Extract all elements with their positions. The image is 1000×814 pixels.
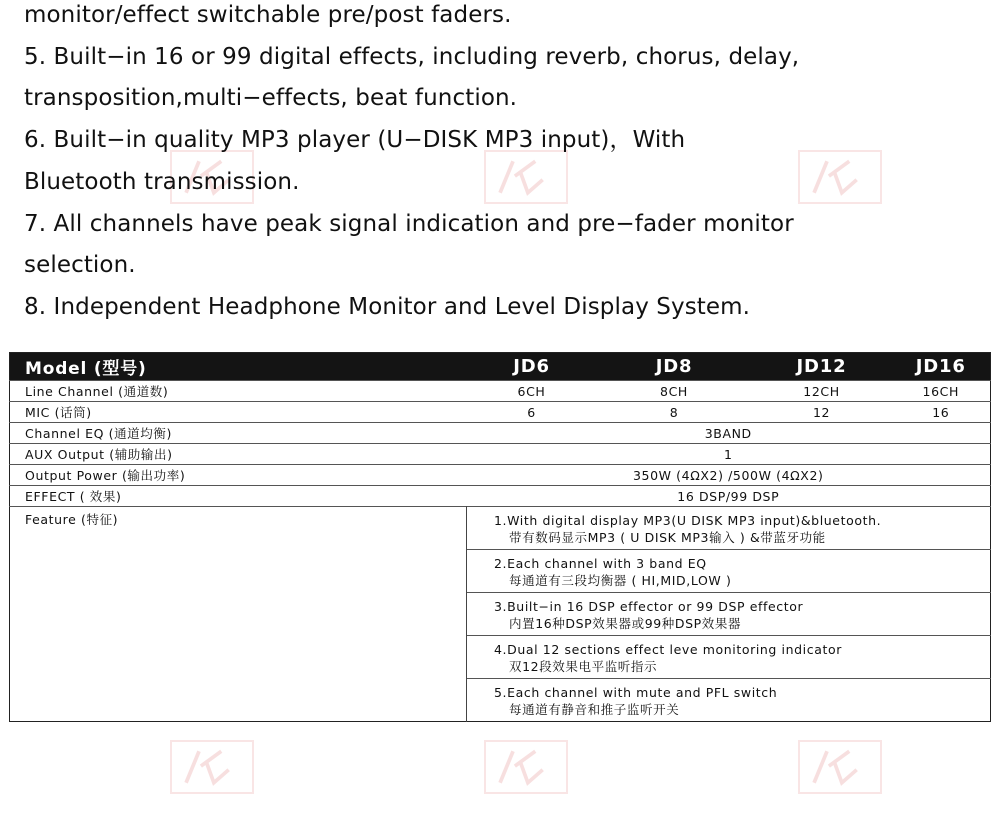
watermark-logo	[170, 740, 254, 794]
cell: 16	[892, 402, 991, 423]
cell: 16CH	[892, 381, 991, 402]
feature-en: 4.Dual 12 sections effect leve monitoring indicator	[494, 642, 842, 657]
model-header: Model (型号)	[10, 353, 467, 381]
feature-cn: 双12段效果电平监听指示	[509, 659, 658, 674]
feature-list	[24, 0, 984, 329]
feature-line: Bluetooth transmission.	[24, 168, 300, 195]
model-name: JD6	[467, 353, 597, 381]
model-name: JD16	[892, 353, 991, 381]
feature-item	[467, 507, 991, 550]
feature-item	[467, 550, 991, 593]
cell: 8CH	[597, 381, 752, 402]
shared-cell: 1	[467, 444, 991, 465]
feature-cn: 每通道有静音和推子监听开关	[509, 702, 680, 717]
feature-item	[467, 636, 991, 679]
feature-line: 7. All channels have peak signal indication and pre−fader monitor	[24, 210, 794, 237]
feature-line: 8. Independent Headphone Monitor and Level Display System.	[24, 293, 751, 320]
cell: 12CH	[752, 381, 892, 402]
feature-item	[467, 679, 991, 722]
feature-en: 5.Each channel with mute and PFL switch	[494, 685, 778, 700]
feature-line: monitor/effect switchable pre/post faders.	[24, 2, 512, 28]
table-row	[10, 486, 991, 507]
row-label: Output Power (输出功率)	[10, 465, 467, 486]
cell: 6CH	[467, 381, 597, 402]
model-name: JD12	[752, 353, 892, 381]
feature-line: 6. Built−in quality MP3 player (U−DISK MP3 input)，With	[24, 127, 686, 154]
table-row	[10, 402, 991, 423]
shared-cell: 350W (4ΩX2) /500W (4ΩX2)	[467, 465, 991, 486]
row-label: Channel EQ (通道均衡)	[10, 423, 467, 444]
feature-en: 1.With digital display MP3(U DISK MP3 input)&bluetooth.	[494, 513, 882, 528]
cell: 12	[752, 402, 892, 423]
feature-line: 5. Built−in 16 or 99 digital effects, including reverb, chorus, delay,	[24, 43, 800, 70]
table-row	[10, 444, 991, 465]
watermark-logo	[798, 740, 882, 794]
feature-line: selection.	[24, 252, 136, 279]
table-row	[10, 465, 991, 486]
feature-label: Feature (特征)	[10, 507, 467, 722]
cell: 6	[467, 402, 597, 423]
row-label: EFFECT ( 效果)	[10, 486, 467, 507]
spec-table	[9, 352, 991, 722]
table-row	[10, 423, 991, 444]
cell: 8	[597, 402, 752, 423]
table-row	[10, 507, 991, 550]
watermark-logo	[484, 740, 568, 794]
feature-cn: 内置16种DSP效果器或99种DSP效果器	[509, 616, 742, 631]
row-label: AUX Output (辅助输出)	[10, 444, 467, 465]
model-name: JD8	[597, 353, 752, 381]
feature-cn: 带有数码显示MP3 ( U DISK MP3输入 ) &带蓝牙功能	[509, 530, 826, 545]
feature-en: 3.Built−in 16 DSP effector or 99 DSP effector	[494, 599, 804, 614]
feature-en: 2.Each channel with 3 band EQ	[494, 556, 707, 571]
shared-cell: 3BAND	[467, 423, 991, 444]
shared-cell: 16 DSP/99 DSP	[467, 486, 991, 507]
table-row	[10, 381, 991, 402]
feature-item	[467, 593, 991, 636]
row-label: Line Channel (通道数)	[10, 381, 467, 402]
table-header-row	[10, 353, 991, 381]
row-label: MIC (话筒)	[10, 402, 467, 423]
feature-line: transposition,multi−effects, beat function.	[24, 85, 518, 112]
feature-cn: 每通道有三段均衡器 ( HI,MID,LOW )	[509, 573, 732, 588]
